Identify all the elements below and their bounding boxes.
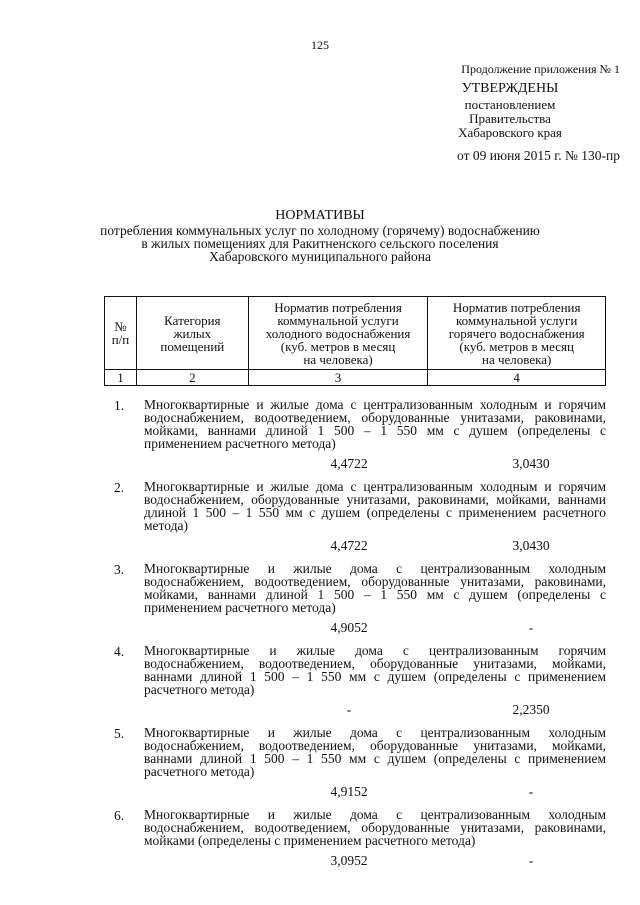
cold-water-value: 4,9152 [330, 784, 368, 799]
column-number: 2 [136, 370, 248, 386]
item-description: Многоквартирные и жилые дома с централизованным холодным и горячим водоснабжением, оборудованные унитазами, раковинами, мойками, ваннами длиной 1 500 – 1 550 мм с душем (определены с применением расчетного метода) [144, 479, 606, 533]
list-item [104, 398, 606, 476]
column-number: 3 [248, 370, 428, 386]
appendix-continuation: Продолжение приложения № 1 [461, 62, 620, 76]
hot-water-value: 3,0430 [512, 538, 550, 553]
item-number: 1. [114, 398, 125, 413]
list-item [104, 480, 606, 558]
column-number-row [105, 370, 606, 386]
norms-table [104, 296, 606, 386]
approved-heading: УТВЕРЖДЕНЫ [461, 81, 559, 96]
item-number: 6. [114, 808, 125, 823]
cold-water-value: 3,0952 [330, 853, 368, 868]
cold-water-value: 4,4722 [330, 538, 368, 553]
table-header-row [105, 297, 606, 370]
document-subtitle [100, 224, 540, 263]
list-item [104, 562, 606, 640]
list-item [104, 644, 606, 722]
item-number: 2. [114, 480, 125, 495]
subtitle-line: в жилых помещениях для Ракитненского сельского поселения [141, 236, 499, 251]
list-item [104, 726, 606, 804]
item-description: Многоквартирные и жилые дома с централизованным горячим водоснабжением, водоотведением, оборудованные унитазами, мойками, ваннами длиной 1 500 – 1 550 мм с душем (определены с применением расчетного метода) [144, 643, 606, 697]
decree-date: от 09 июня 2015 г. № 130-пр [457, 148, 620, 163]
approval-block [400, 62, 620, 164]
column-number: 4 [428, 370, 606, 386]
decree-line: постановлением [464, 97, 556, 112]
document-title: НОРМАТИВЫ [275, 208, 365, 223]
decree-line: Хабаровского края [458, 125, 562, 140]
item-description: Многоквартирные и жилые дома с централизованным холодным водоснабжением, водоотведением, оборудованные унитазами, раковинами, мойками (определены с применением расчетного метода) [144, 807, 606, 848]
hot-water-value: 2,2350 [512, 702, 550, 717]
cold-water-value: 4,9052 [330, 620, 368, 635]
subtitle-line: потребления коммунальных услуг по холодному (горячему) водоснабжению [100, 223, 540, 238]
hot-water-value: 3,0430 [512, 456, 550, 471]
header-cold-water-norm: Норматив потребления коммунальной услуги холодного водоснабжения (куб. метров в месяц на человека) [248, 297, 428, 370]
item-number: 3. [114, 562, 125, 577]
header-category: Категория жилых помещений [136, 297, 248, 370]
header-number: № п/п [105, 297, 137, 370]
cold-water-value: 4,4722 [330, 456, 368, 471]
item-number: 4. [114, 644, 125, 659]
item-description: Многоквартирные и жилые дома с централизованным холодным водоснабжением, водоотведением, оборудованные унитазами, мойками, ваннами длиной 1 500 – 1 550 мм с душем (определены с применением расчетного метода) [144, 725, 606, 779]
hot-water-value: - [528, 620, 534, 635]
item-description: Многоквартирные и жилые дома с централизованным холодным и горячим водоснабжением, водоотведением, оборудованные унитазами, раковинами, мойками, ваннами длиной 1 500 – 1 550 мм с душем (определены с применением расчетного метода) [144, 397, 606, 451]
page-number: 125 [311, 38, 329, 52]
subtitle-line: Хабаровского муниципального района [209, 249, 431, 264]
header-hot-water-norm: Норматив потребления коммунальной услуги горячего водоснабжения (куб. метров в месяц на человека) [428, 297, 606, 370]
cold-water-value: - [346, 702, 352, 717]
list-item [104, 808, 606, 873]
decree-line: Правительства [469, 111, 551, 126]
column-number: 1 [105, 370, 137, 386]
hot-water-value: - [528, 784, 534, 799]
item-description: Многоквартирные и жилые дома с централизованным холодным водоснабжением, водоотведением, оборудованные унитазами, раковинами, мойками, ваннами длиной 1 500 – 1 550 мм с душем (определены с применением расчетного метода) [144, 561, 606, 615]
item-number: 5. [114, 726, 125, 741]
norm-items-list [104, 398, 606, 877]
hot-water-value: - [528, 853, 534, 868]
